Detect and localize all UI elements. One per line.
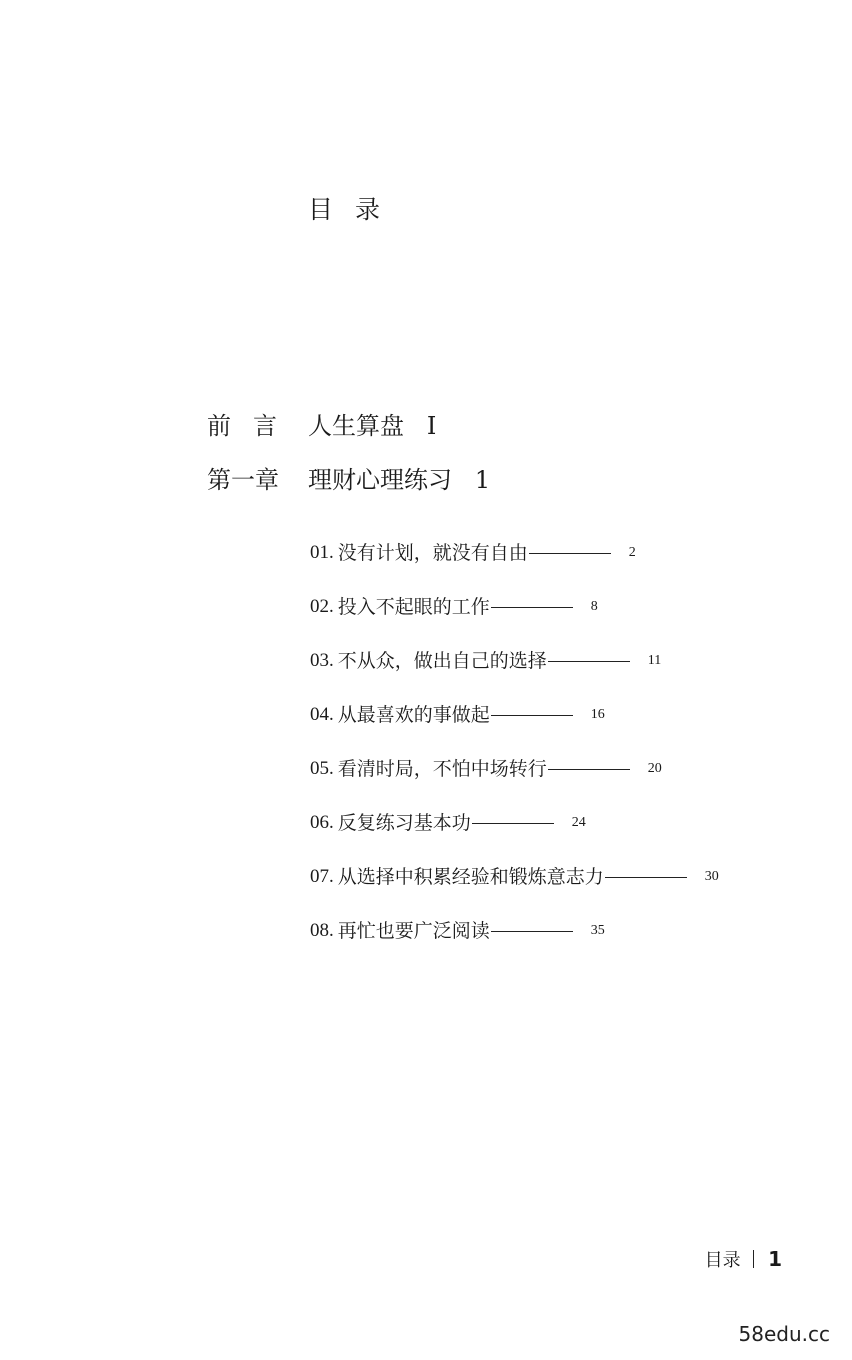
- entry-page: 24: [571, 815, 586, 830]
- chapter-title-group: [308, 462, 490, 498]
- preface-label: 前言: [207, 412, 299, 440]
- toc-entry-05[interactable]: [310, 754, 662, 784]
- entry-title: 不从众，做出自己的选择: [337, 650, 547, 672]
- entry-title: 从选择中积累经验和锻炼意志力: [337, 866, 604, 888]
- entry-number: 01.: [310, 542, 334, 563]
- entry-number: 06.: [310, 812, 334, 833]
- leader-line: [529, 553, 611, 555]
- entry-page: 20: [647, 761, 662, 776]
- preface-page: [412, 412, 437, 440]
- entry-title: 没有计划，就没有自由: [337, 542, 528, 564]
- preface-page-number: I: [426, 412, 437, 440]
- toc-entry-02[interactable]: [310, 592, 598, 622]
- entry-page: 8: [590, 599, 598, 614]
- leader-line: [491, 931, 573, 933]
- entry-page: 35: [590, 923, 605, 938]
- toc-entry-04[interactable]: [310, 700, 605, 730]
- chapter-title: 理财心理练习: [308, 466, 452, 494]
- entry-title: 投入不起眼的工作: [337, 596, 490, 618]
- leader-line: [548, 661, 630, 663]
- toc-entry-08[interactable]: [310, 916, 605, 946]
- preface-entry[interactable]: [207, 408, 437, 444]
- leader-line: [548, 769, 630, 771]
- entry-title: 看清时局，不怕中场转行: [337, 758, 547, 780]
- chapter-page: [460, 466, 491, 494]
- footer-divider: [753, 1250, 755, 1268]
- toc-entry-03[interactable]: [310, 646, 661, 676]
- entry-title: 反复练习基本功: [337, 812, 471, 834]
- preface-title: 人生算盘: [308, 412, 404, 440]
- leader-line: [491, 715, 573, 717]
- entry-number: 08.: [310, 920, 334, 941]
- chapter-label: 第一章: [207, 466, 279, 494]
- toc-entry-01[interactable]: [310, 538, 636, 568]
- preface-title-group: [308, 408, 436, 444]
- entry-title: 从最喜欢的事做起: [337, 704, 490, 726]
- footer-label: 目录: [704, 1250, 741, 1271]
- entry-number: 03.: [310, 650, 334, 671]
- entry-page: 16: [590, 707, 605, 722]
- entry-number: 07.: [310, 866, 334, 887]
- entry-page: 11: [647, 653, 662, 668]
- entry-page: 2: [628, 545, 636, 560]
- entry-number: 02.: [310, 596, 334, 617]
- chapter-entry[interactable]: [207, 462, 491, 498]
- toc-entry-06[interactable]: [310, 808, 586, 838]
- leader-line: [491, 607, 573, 609]
- entry-number: 05.: [310, 758, 334, 779]
- leader-line: [605, 877, 687, 879]
- footer-page-number: 1: [768, 1247, 782, 1271]
- watermark: 58edu.cc: [738, 1322, 830, 1346]
- leader-line: [472, 823, 554, 825]
- chapter-page-number: 1: [474, 466, 491, 494]
- page-title: 目录: [308, 195, 403, 224]
- running-footer: [705, 1246, 782, 1272]
- toc-entry-07[interactable]: [310, 862, 719, 892]
- entry-number: 04.: [310, 704, 334, 725]
- entry-title: 再忙也要广泛阅读: [337, 920, 490, 942]
- entry-page: 30: [704, 869, 719, 884]
